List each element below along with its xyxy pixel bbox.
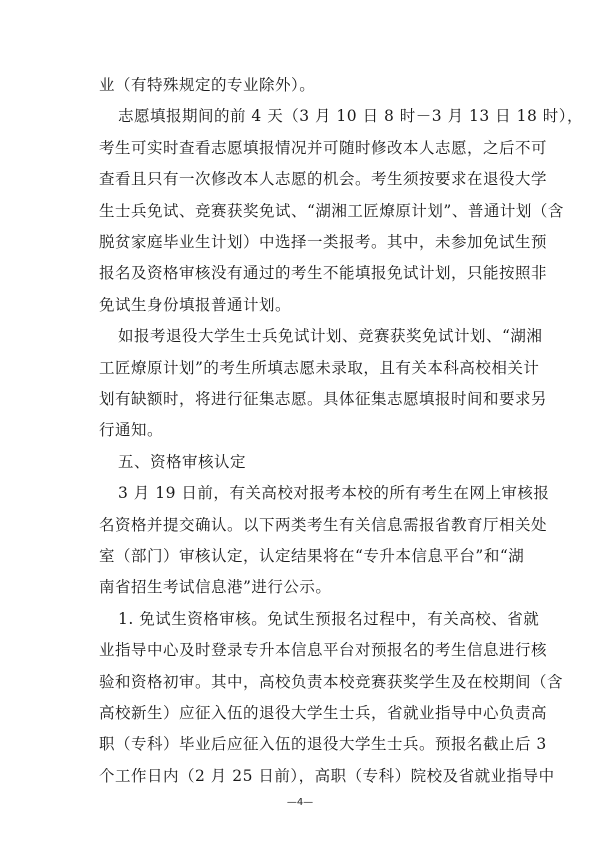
text-line: 工匠燎原计划”的考生所填志愿未录取，且有关本科高校相关计 [99, 358, 540, 377]
text-line: 个工作日内（2 月 25 日前），高职（专科）院校及省就业指导中 [99, 766, 555, 785]
text-line: 行通知。 [99, 421, 164, 440]
text-line: 室（部门）审核认定，认定结果将在“专升本信息平台”和“湖 [99, 547, 525, 565]
text-line: 1. 免试生资格审核。免试生预报名过程中，有关高校、省就 [118, 609, 540, 628]
text-line: 验和资格初审。其中，高校负责本校竞赛获奖学生及在校期间（含 [99, 672, 564, 691]
text-line: 免试生身份填报普通计划。 [99, 295, 292, 314]
text-line: 志愿填报期间的前 4 天（3 月 10 日 8 时－3 月 13 日 18 时）， [118, 107, 583, 126]
text-line: 名资格并提交确认。以下两类考生有关信息需报省教育厅相关处 [99, 515, 548, 534]
text-line: 高校新生）应征入伍的退役大学生士兵，省就业指导中心负责高 [99, 704, 548, 722]
text-line: 考生可实时查看志愿填报情况并可随时修改本人志愿，之后不可 [99, 138, 548, 157]
text-line: 3 月 19 日前，有关高校对报考本校的所有考生在网上审核报 [118, 484, 550, 503]
text-line: 业（有特殊规定的专业除外）。 [99, 76, 316, 94]
text-line: 生士兵免试、竞赛获奖免试、“湖湘工匠燎原计划”、普通计划（含 [99, 201, 564, 220]
section-heading: 五、资格审核认定 [118, 452, 247, 471]
text-line: 脱贫家庭毕业生计划）中选择一类报考。其中，未参加免试生预 [99, 233, 548, 251]
page-number: —4— [286, 797, 314, 809]
text-line: 报名及资格审核没有通过的考生不能填报免试计划，只能按照非 [99, 264, 548, 283]
text-line: 职（专科）毕业后应征入伍的退役大学生士兵。预报名截止后 3 [99, 735, 547, 754]
text-line: 查看且只有一次修改本人志愿的机会。考生须按要求在退役大学 [99, 170, 548, 189]
text-line: 业指导中心及时登录专升本信息平台对预报名的考生信息进行核 [99, 641, 548, 660]
text-line: 如报考退役大学生士兵免试计划、竞赛获奖免试计划、“湖湘 [118, 327, 543, 346]
text-line: 南省招生考试信息港”进行公示。 [99, 578, 332, 597]
text-line: 划有缺额时，将进行征集志愿。具体征集志愿填报时间和要求另 [99, 390, 548, 408]
